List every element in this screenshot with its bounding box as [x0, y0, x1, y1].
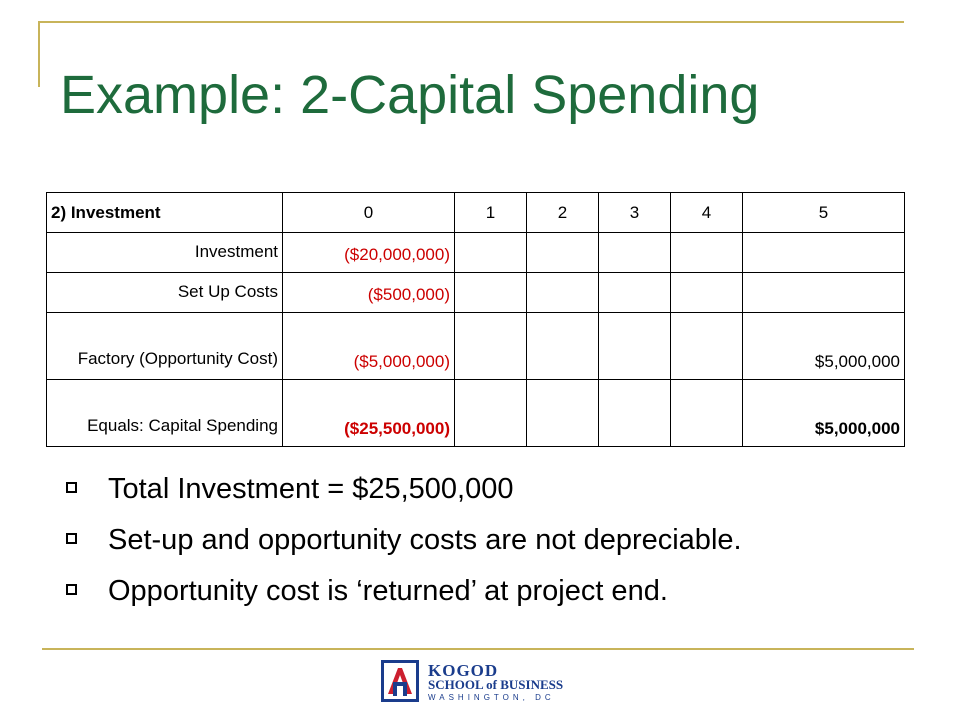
cell-year-0: ($20,000,000): [283, 233, 455, 273]
cell-year-4: [671, 273, 743, 313]
header-label: 2) Investment: [47, 193, 283, 233]
cell-year-4: [671, 233, 743, 273]
school-logo: [381, 660, 564, 704]
cell-year-0: ($25,500,000): [283, 380, 455, 447]
frame-top-rule: [38, 21, 904, 23]
header-year-0: 0: [283, 193, 455, 233]
logo-line-1: KOGOD: [428, 661, 499, 680]
table-row: [47, 273, 905, 313]
cell-year-0: ($5,000,000): [283, 313, 455, 380]
cell-year-4: [671, 313, 743, 380]
square-bullet-icon: [66, 584, 77, 595]
frame-bottom-rule: [42, 648, 914, 650]
row-label: Factory (Opportunity Cost): [47, 313, 283, 380]
bullet-item: [66, 472, 742, 523]
logo-line-2: SCHOOL of BUSINESS: [428, 677, 564, 692]
row-label: Investment: [47, 233, 283, 273]
cell-year-1: [455, 273, 527, 313]
cell-year-3: [599, 233, 671, 273]
square-bullet-icon: [66, 533, 77, 544]
cell-year-2: [527, 313, 599, 380]
header-year-1: 1: [455, 193, 527, 233]
cell-year-4: [671, 380, 743, 447]
investment-table: [46, 192, 905, 447]
row-label: Equals: Capital Spending: [47, 380, 283, 447]
cell-year-5: [743, 273, 905, 313]
table-header-row: [47, 193, 905, 233]
cell-year-1: [455, 233, 527, 273]
header-year-5: 5: [743, 193, 905, 233]
bullet-text: Set-up and opportunity costs are not depreciable.: [108, 524, 742, 556]
table-row: [47, 233, 905, 273]
cell-year-2: [527, 380, 599, 447]
bullet-list: [66, 472, 742, 625]
bullet-text: Opportunity cost is ‘returned’ at project end.: [108, 575, 668, 607]
frame-left-rule: [38, 21, 40, 87]
cell-year-1: [455, 380, 527, 447]
cell-year-1: [455, 313, 527, 380]
cell-year-2: [527, 233, 599, 273]
cell-year-0: ($500,000): [283, 273, 455, 313]
cell-year-5: [743, 233, 905, 273]
bullet-text: Total Investment = $25,500,000: [108, 473, 514, 505]
cell-year-3: [599, 313, 671, 380]
header-year-2: 2: [527, 193, 599, 233]
cell-year-5: $5,000,000: [743, 380, 905, 447]
table-row: [47, 380, 905, 447]
header-year-3: 3: [599, 193, 671, 233]
cell-year-3: [599, 380, 671, 447]
logo-line-3: WASHINGTON, DC: [428, 693, 555, 702]
header-year-4: 4: [671, 193, 743, 233]
square-bullet-icon: [66, 482, 77, 493]
cell-year-5: $5,000,000: [743, 313, 905, 380]
slide-title: Example: 2-Capital Spending: [60, 65, 760, 125]
table-row: [47, 313, 905, 380]
au-logo-icon: [381, 660, 419, 702]
row-label: Set Up Costs: [47, 273, 283, 313]
bullet-item: [66, 523, 742, 574]
cell-year-2: [527, 273, 599, 313]
cell-year-3: [599, 273, 671, 313]
bullet-item: [66, 574, 742, 625]
